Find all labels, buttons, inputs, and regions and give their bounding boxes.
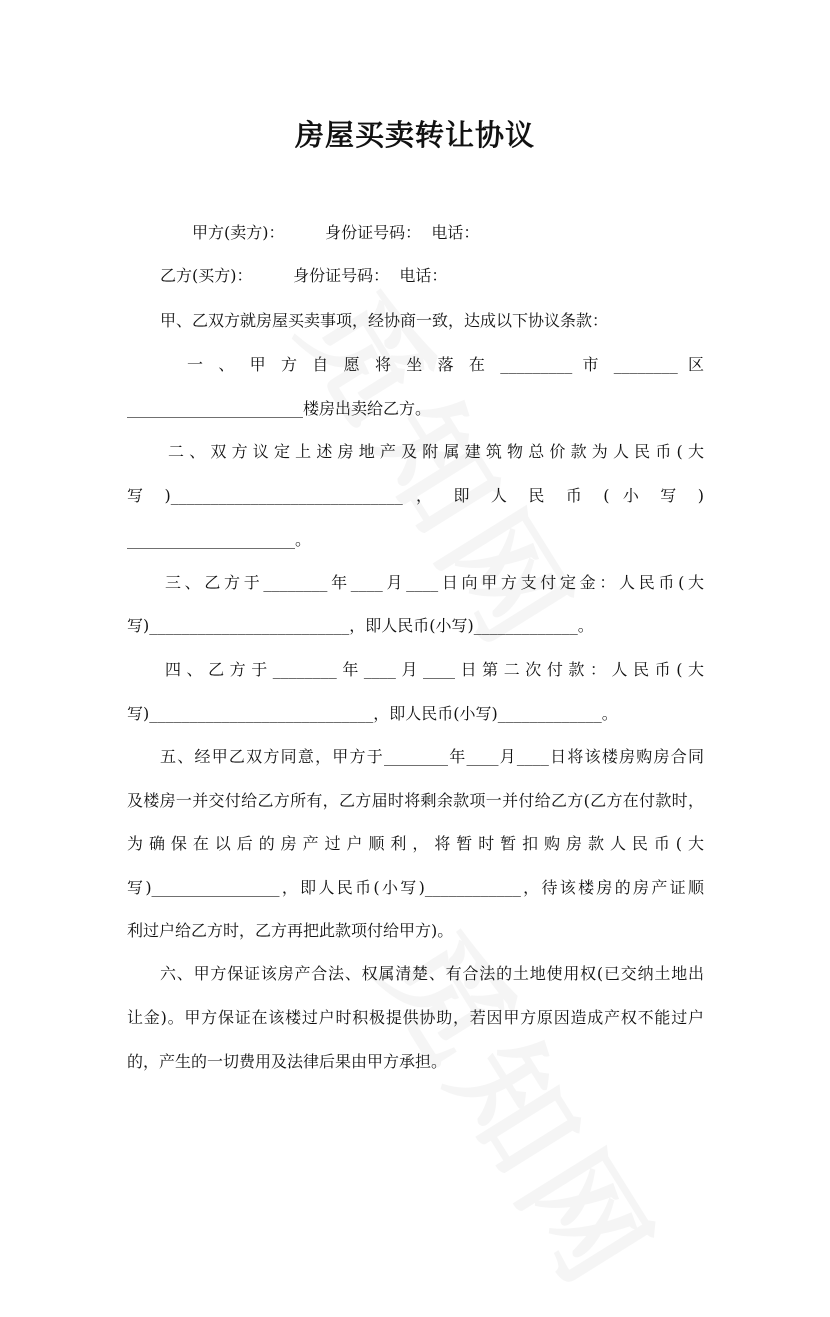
- clause-4-line-2: 写)____________________________，即人民币(小写)_____________。: [127, 704, 618, 723]
- clause-4-line-1: 四、乙方于________年____月____日第二次付款：人民币(大: [165, 660, 704, 679]
- clause-2-line-2: 写 )_____________________________ ， 即 人 民 币 ( 小 写 ): [127, 486, 704, 505]
- clause-3-line-2: 写)_________________________，即人民币(小写)_____________。: [127, 616, 594, 635]
- clause-1-line-2: ______________________楼房出卖给乙方。: [127, 399, 432, 418]
- clause-2-line-3: _____________________。: [127, 530, 312, 549]
- document-title: 房屋买卖转让协议: [294, 118, 535, 152]
- clause-2-line-1: 二、双方议定上述房地产及附属建筑物总价款为人民币(大: [168, 442, 704, 461]
- clause-5-line-4: 写)________________，即人民币(小写)____________，待该楼房的房产证顺: [127, 878, 704, 897]
- clause-5-line-1: 五、经甲乙双方同意，甲方于________年____月____日将该楼房购房合同: [160, 747, 704, 766]
- clause-5-line-3: 为确保在以后的房产过户顺利，将暂时暂扣购房款人民币(大: [127, 834, 704, 853]
- clause-3-line-1: 三、乙方于________年____月____日向甲方支付定金：人民币(大: [165, 573, 704, 592]
- clause-5-line-2: 及楼房一并交付给乙方所有，乙方届时将剩余款项一并付给乙方(乙方在付款时，: [127, 791, 704, 810]
- intro-line: 甲、乙双方就房屋买卖事项，经协商一致，达成以下协议条款：: [160, 311, 609, 330]
- clause-6-line-3: 的，产生的一切费用及法律后果由甲方承担。: [127, 1052, 448, 1071]
- party-b-line: 乙方(买方)： 身份证号码： 电话：: [160, 266, 448, 285]
- clause-1-line-1: 一 、 甲 方 自 愿 将 坐 落 在 _________ 市 ________ 区: [187, 355, 704, 374]
- clause-6-line-2: 让金)。甲方保证在该楼过户时积极提供协助，若因甲方原因造成产权不能过户: [127, 1008, 704, 1027]
- clause-5-line-5: 利过户给乙方时，乙方再把此款项付给甲方)。: [127, 921, 454, 940]
- party-a-line: 甲方(卖方)： 身份证号码： 电话：: [192, 223, 480, 242]
- watermark-bottom: [349, 895, 702, 1317]
- clause-6-line-1: 六、甲方保证该房产合法、权属清楚、有合法的土地使用权(已交纳土地出: [160, 964, 704, 983]
